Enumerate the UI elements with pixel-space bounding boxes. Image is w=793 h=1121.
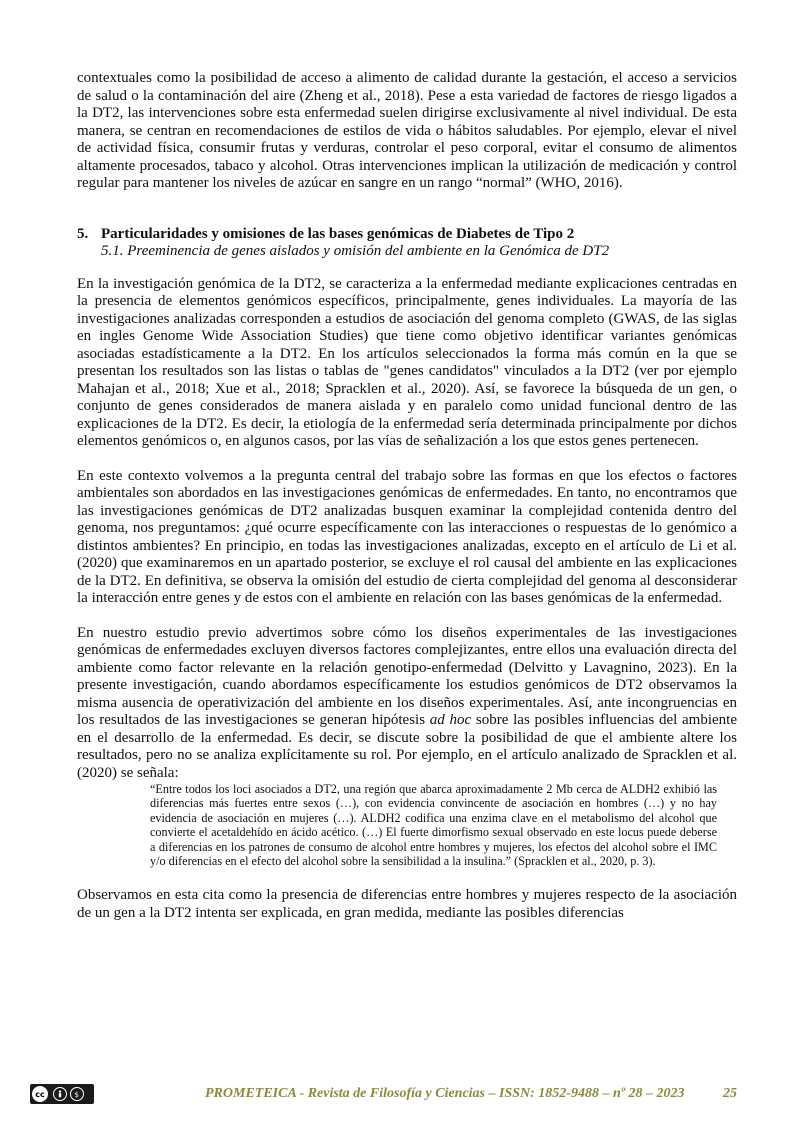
page-number: 25 [723,1086,737,1101]
journal-citation: PROMETEICA - Revista de Filosofía y Ciencias – ISSN: 1852-9488 – nº 28 – 2023 [205,1086,685,1101]
by-icon [53,1087,67,1101]
paragraph-3-part-2: sobre las posibles influencias del ambiente en el desarrollo de la enfermedad. Es decir, se discute sobre la posibilidad de que el ambiente altere los resultados, pero no se analiza explícitamente su rol. Por ejemplo, en el artículo analizado de Spracklen et al. (2020) se señala: [77,712,737,781]
section-heading [77,226,737,244]
page-footer [0,1080,793,1108]
cc-license-badge[interactable] [30,1084,94,1104]
svg-text:$: $ [74,1091,79,1098]
section-number: 5. [77,225,89,242]
ad-hoc-term: ad hoc [429,712,472,728]
cc-icon: cc [32,1086,48,1102]
nc-icon [70,1087,84,1101]
paragraph-3 [77,625,737,783]
paragraph-3-part-1: En nuestro estudio previo advertimos sobre cómo los diseños experimentales de las investigaciones genómicas de enfermedades excluyen diversos factores complejizantes, entre ellos una evaluación directa del ambiente como factor relevante en la relación genotipo-enfermedad (Delvitto y Lavagnino, 2023). En la presente investigación, cuando abordamos específicamente los estudios genómicos de DT2 observamos la misma ausencia de operativización del ambiente en los diseños experimentales. Así, ante incongruencias en los resultados de las investigaciones se generan hipótesis [77,624,737,728]
paragraph-1: En la investigación genómica de la DT2, se caracteriza a la enfermedad mediante explicaciones centradas en la presencia de elementos genómicos específicos, principalmente, genes individuales. La mayoría de las investigaciones analizadas corresponden a estudios de asociación del genoma completo (GWAS, de las siglas en ingles Genome Wide Association Studies) que tiene como objetivo identificar variantes genómicas asociadas estadísticamente a la DT2. En los artículos seleccionados la forma más común en la que se presentan los resultados son las listas o tablas de "genes candidatos" vinculados a la DT2 (ver por ejemplo Mahajan et al., 2018; Xue et al., 2018; Spracklen et al., 2020). Así, se favorece la búsqueda de un gen, o conjunto de genes considerados de manera aislada y en paralelo como unidad funcional dentro de las explicaciones de la DT2. Es decir, la etiología de la enfermedad sería determinada principalmente por dichos elementos genómicos o, en algunos casos, por las vías de señalización a los que estos genes pertenecen. [77,275,737,449]
block-quote: “Entre todos los loci asociados a DT2, una región que abarca aproximadamente 2 Mb cerca de ALDH2 exhibió las diferencias más fuertes entre sexos (…), con evidencia convincente de asociación en hombres (…) y no hay evidencia de asociación en mujeres (…). ALDH2 codifica una enzima clave en el metabolismo del alcohol que convierte el acetaldehído en ácido acético. (…) El fuerte dimorfismo sexual observado en este locus puede deberse a diferencias en los patrones de consumo de alcohol entre hombres y mujeres, los efectos del alcohol sobre el IMC y/o diferencias en el efecto del alcohol sobre la sensibilidad a la insulina.” (Spracklen et al., 2020, p. 3). [150,782,717,869]
article-body [77,70,737,922]
subsection-heading: 5.1. Preeminencia de genes aislados y omisión del ambiente en la Genómica de DT2 [101,243,610,259]
paragraph-intro: contextuales como la posibilidad de acceso a alimento de calidad durante la gestación, el acceso a servicios de salud o la contaminación del aire (Zheng et al., 2018). Pese a esta variedad de factores de riesgo ligados a la DT2, las intervenciones sobre esta enfermedad suelen dirigirse exclusivamente al nivel individual. De esta manera, se centran en recomendaciones de estilos de vida o hábitos saludables. Por ejemplo, elevar el nivel de actividad física, consumir frutas y verduras, controlar el peso corporal, evitar el consumo de alimentos altamente procesados, tabaco y alcohol. Otras intervenciones implican la utilización de medicación y control regular para mantener los niveles de azúcar en sangre en un rango “normal” (WHO, 2016). [77,70,737,191]
section-title: Particularidades y omisiones de las bases genómicas de Diabetes de Tipo 2 [101,225,575,242]
paragraph-4: Observamos en esta cita como la presencia de diferencias entre hombres y mujeres respecto de la asociación de un gen a la DT2 intenta ser explicada, en gran medida, mediante las posibles diferencias [77,887,737,921]
paragraph-2: En este contexto volvemos a la pregunta central del trabajo sobre las formas en que los efectos o factores ambientales son abordados en las investigaciones genómicas de enfermedades. En tanto, no encontramos que las investigaciones genómicas de DT2 analizadas busquen examinar la complejidad contenida dentro del genoma, nos preguntamos: ¿qué ocurre específicamente con las interacciones o respuestas de lo genómico a distintos ambientes? En principio, en todas las investigaciones analizadas, excepto en el artículo de Li et al. (2020) que examinaremos en un apartado posterior, se excluye el rol causal del ambiente en las explicaciones de la DT2. En definitiva, se observa la omisión del estudio de cierta complejidad del genoma al desconsiderar la interacción entre genes y de estos con el ambiente en relación con las bases genómicas de la enfermedad. [77,467,737,606]
